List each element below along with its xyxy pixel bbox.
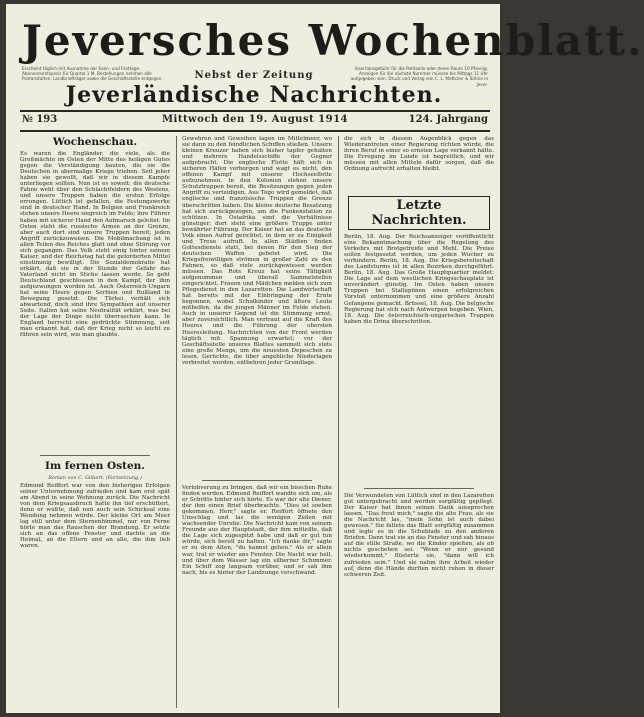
advertising-notice: Insertionsgebühr für die Petitzeile oder deren Raum 10 Pfennig. Anzeigen für die nächste Nummer müssen bis Mittags 11 Uhr aufgegeben sein. Druck und Verlag von C. L. Mettcker & Söhne in Jever.: [350, 66, 488, 87]
divider: [364, 488, 474, 489]
story-byline: Roman von C. Gilbert. (Fortsetzung.): [48, 475, 142, 481]
divider: [202, 480, 312, 481]
story-heading: Im fernen Osten.: [45, 460, 145, 472]
issue-year: 124. Jahrgang: [408, 114, 488, 125]
article-text: die sich in diesem Augenblick gegen das Wiederantreten einer Regierung richten würde, die ihren Beruf in einer so ernsten Lage verkannt hätte. Die Erregung im Lande ist begreiflich, und wir müssen mit allen Mitteln dafür sorgen, daß die Ordnung aufrecht erhalten bleibt.: [344, 136, 494, 173]
divider: [20, 130, 490, 132]
column-1: [20, 136, 170, 683]
newspaper-subtitle: Jeverländische Nachrichten.: [65, 82, 443, 108]
issue-number: № 193: [22, 114, 58, 125]
article-text: Gewehren und Geweihen lagen im Mittelmeer, wo sie dann zu den feindlichen Schiffen stießen. Unsere kleinen Kreuzer haben sich bisher tapfer gehalten und mehrere Handelsschiffe der Gegner aufgebracht. Die englische Flotte hält sich in sicheren Häfen verborgen und wagt es nicht, den offenen Kampf mit unserer Hochseeflotte aufzunehmen. In den Kolonien stehen unsere Schutztruppen bereit, die Besitzungen gegen jeden Angriff zu verteidigen. Aus Togo wird gemeldet, daß englische und französische Truppen die Grenze überschritten haben. Die kleine deutsche Besatzung hat sich zurückgezogen, um die Funkenstation zu schützen. In Ostafrika sind die Verhältnisse günstiger; dort steht eine größere Truppe unter bewährter Führung. Der Kaiser hat an das deutsche Volk einen Aufruf gerichtet, in dem er zu Einigkeit und Treue aufruft. In allen Städten finden Gottesdienste statt, bei denen für den Sieg der deutschen Waffen gebetet wird. Die Kriegsfreiwilligen strömen in großer Zahl zu den Fahnen, so daß viele zurückgewiesen werden müssen. Das Rote Kreuz hat seine Tätigkeit aufgenommen und überall Sammelstellen eingerichtet. Frauen und Mädchen melden sich zum Pflegedienst in den Lazaretten. Die Landwirtschaft hat bereits mit der Einbringung der Ernte begonnen, wobei Schulkinder und ältere Leute mithelfen, da die jungen Männer im Felde stehen. Auch in unserer Gegend ist die Stimmung ernst, aber zuversichtlich. Man vertraut auf die Kraft des Heeres und die Führung der obersten Heeresleitung. Nachrichten von der Front werden täglich mit Spannung erwartet; vor der Geschäftsstelle unseres Blattes sammelt sich stets eine große Menge, um die neuesten Depeschen zu lesen. Gerüchte, die über angebliche Niederlagen verbreitet werden, entbehren jeder Grundlage.: [182, 136, 332, 366]
story-text: Verlobverung zu bringen, daß wir ein bisschen Ruhe finden werden. Edmund Reiffort wandte sich um, als er Schritte hinter sich hörte. Es war der alte Diener, der ihm einen Brief überbrachte. "Dies ist soeben gekommen, Herr," sagte er. Reiffort öffnete den Umschlag und las die wenigen Zeilen mit wachsender Unruhe. Die Nachricht kam von seinem Freunde aus der Hauptstadt, der ihm mitteilte, daß die Lage sich zugespitzt habe und daß er gut tun würde, sich bereit zu halten. "Ich danke dir," sagte er zu dem Alten, "du kannst gehen." Als er allein war, trat er wieder ans Fenster. Die Nacht war hell, und über dem Wasser lag ein silberner Schimmer. Ein Schiff zog langsam vorüber, und er sah ihm nach, bis es hinter der Landzunge verschwand.: [182, 485, 332, 576]
column-divider: [176, 136, 177, 708]
column-3: [344, 136, 494, 713]
newspaper-masthead: Jeversches Wochenblatt.: [22, 16, 644, 65]
divider: [40, 455, 150, 456]
column-2: [182, 136, 332, 695]
issue-date: Mittwoch den 19. August 1914: [161, 114, 349, 125]
article-text: Es waren die Engländer, die viele, als die Großmächte im Osten der Mitte des heiligen Gutes gegen die Verständigung bauten, die sie die Deutschen in abermalige Kriege trieben. Seit jeher haben sie gewollt, daß wir in diesem Kampfe unterliegen sollten. Nun ist es soweit: die deutsche Fahne weht über den Schlachtfeldern des Westens, und unsere Truppen haben die ersten Erfolge errungen. Lüttich ist gefallen, die Festungswerke sind in deutscher Hand. In Belgien und Frankreich stehen unsere Heere siegreich im Felde; ihre Führer haben mit sicherer Hand den Aufmarsch geleitet. Im Osten steht die russische Armee an der Grenze, aber auch dort sind unsere Truppen bereit, jeden Angriff zurückzuweisen. Die Mobilmachung ist in allen Teilen des Reiches glatt und ohne Störung vor sich gegangen. Das Volk steht einig hinter seinem Kaiser, und der Reichstag hat die geforderten Mittel einstimmig bewilligt. Die Sozialdemokratie hat erklärt, daß sie in der Stunde der Gefahr das Vaterland nicht im Stiche lassen werde. So geht Deutschland geschlossen in den Kampf, der ihm aufgezwungen worden ist. Auch Österreich-Ungarn hat seine Heere gegen Serbien und Rußland in Bewegung gesetzt. Die Türkei verhält sich abwartend, doch sind ihre Sympathien auf unserer Seite. Italien hat seine Neutralität erklärt, was bei der Lage der Dinge nicht überraschen kann. In England herrscht eine gedrückte Stimmung, seit man erkannt hat, daß der Krieg nicht so leicht zu führen sein wird, wie man glaubte.: [20, 151, 170, 339]
section-heading: Wochenschau.: [52, 136, 138, 148]
newspaper-page: [6, 4, 644, 713]
subscription-notice: Erscheint täglich mit Ausnahme der Sonn- und Festtage. Abonnementspreis für Quartal 1 M. Bestellungen nehmen alle Postanstalten, Landbriefträger sowie die Geschäftsstelle entgegen.: [22, 66, 163, 82]
divider: [20, 110, 490, 112]
news-text: Berlin, 18. Aug. Der Reichsanzeiger veröffentlicht eine Bekanntmachung über die Regelung des Verkehrs mit Brotgetreide und Mehl. Die Preise sollen festgesetzt werden, um jeden Wucher zu verhindern. Berlin, 18. Aug. Die Kriegsbereitschaft des Landsturms ist in allen Bezirken durchgeführt. Berlin, 18. Aug. Das Große Hauptquartier meldet: Die Lage auf dem westlichen Kriegsschauplatz ist unverändert günstig. Im Osten haben unsere Truppen bei Stallupönen einen erfolgreichen Vorstoß unternommen und eine größere Anzahl Gefangene gemacht. Brüssel, 18. Aug. Die belgische Regierung hat sich nach Antwerpen begeben. Wien, 18. Aug. Die österreichisch-ungarischen Truppen haben die Drina überschritten.: [344, 234, 494, 325]
issue-info-row: [20, 114, 490, 128]
story-text: Die Verwundeten von Lüttich sind in den Lazaretten gut untergebracht und werden sorgfältig gepflegt. Der Kaiser hat ihnen seinen Dank aussprechen lassen. "Das freut mich," sagte die alte Frau, als sie die Nachricht las, "mein Sohn ist auch dabei gewesen." Sie faltete das Blatt sorgfältig zusammen und legte es in die Schublade zu den anderen Briefen. Dann trat sie an das Fenster und sah hinaus auf die stille Straße, wo die Kinder spielten, als ob nichts geschehen sei. "Wenn er nur gesund wiederkommt," flüsterte sie, "dann will ich zufrieden sein." Und sie nahm ihre Arbeit wieder auf, denn die Hände durften nicht ruhen in dieser schweren Zeit.: [344, 493, 494, 578]
column-divider: [338, 136, 339, 708]
masthead-nebst: Nebst der Zeitung: [194, 70, 314, 81]
news-heading: Letzte Nachrichten.: [348, 196, 490, 230]
story-text: Edmund Reiffort war von den bisherigen Erfolgen seiner Unternehmung zufrieden und kam erst spät am Abend in seine Wohnung zurück. Die Nachricht von dem Kriegsausbruch hatte ihn tief erschüttert, denn er wußte, daß nun auch sein Schicksal eine Wendung nehmen würde. Der kleine Ort am Meer lag still unter dem Sternenhimmel, nur von Ferne hörte man das Rauschen der Brandung. Er setzte sich an das offene Fenster und dachte an die Heimat, an die Eltern und an alle, die ihm lieb waren.: [20, 483, 170, 550]
